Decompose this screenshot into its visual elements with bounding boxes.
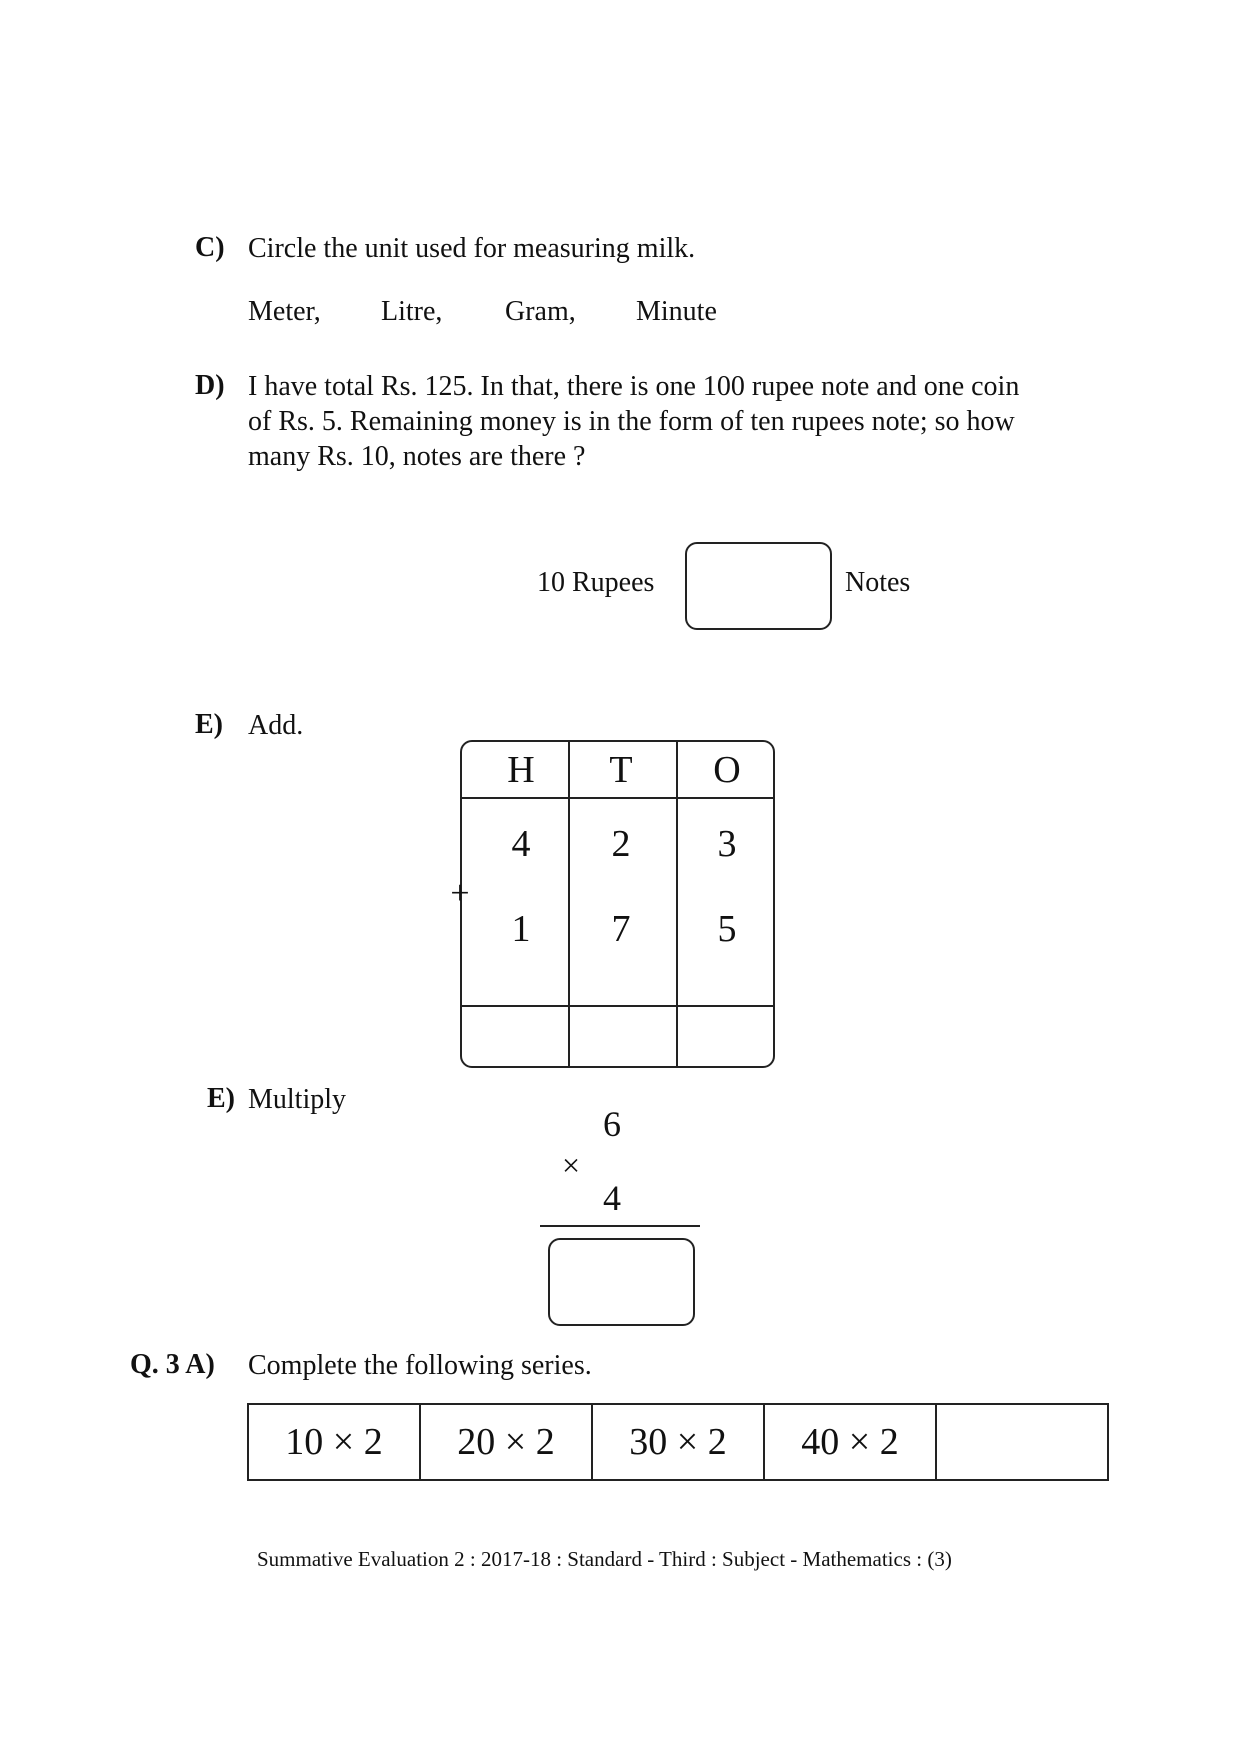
question-e-add-text: Add. [248,710,304,741]
multiply-rule-line [540,1225,700,1227]
answer-prefix: 10 Rupees [537,567,655,598]
row2-ones: 5 [717,908,737,950]
table-divider [462,797,773,799]
row2-tens: 7 [611,908,631,950]
multiplicand: 6 [603,1104,621,1144]
question-d-label: D) [195,370,225,401]
multiplier: 4 [603,1178,621,1218]
product-answer-box[interactable] [548,1238,695,1326]
question-e-add-label: E) [195,709,223,740]
row1-tens: 2 [611,823,631,865]
question-3a-text: Complete the following series. [248,1350,592,1381]
multiply-sign: × [562,1147,581,1183]
question-d-line-2: of Rs. 5. Remaining money is in the form of ten rupees note; so how [248,406,1015,437]
row2-hundreds: 1 [511,908,531,950]
question-d-line-3: many Rs. 10, notes are there ? [248,441,586,472]
row1-hundreds: 4 [511,823,531,865]
series-answer-cell[interactable] [937,1405,1107,1479]
header-ones: O [713,749,741,791]
question-c-label: C) [195,232,225,263]
question-e-multiply-label: E) [207,1083,235,1114]
option-minute[interactable]: Minute [636,296,717,327]
series-cell-3: 30 × 2 [593,1405,765,1479]
header-tens: T [609,749,633,791]
question-c-text: Circle the unit used for measuring milk. [248,233,696,264]
notes-answer-box[interactable] [685,542,832,630]
hto-addition-table [450,740,775,1068]
option-meter[interactable]: Meter, [248,296,321,327]
header-hundreds: H [507,749,535,791]
option-gram[interactable]: Gram, [505,296,576,327]
row1-ones: 3 [717,823,737,865]
question-e-multiply-text: Multiply [248,1084,347,1115]
answer-cell-ones[interactable] [678,1007,775,1067]
question-3a-label: Q. 3 A) [130,1349,215,1380]
series-table [247,1403,1109,1481]
page-footer: Summative Evaluation 2 : 2017-18 : Standard - Third : Subject - Mathematics : (3) [257,1547,952,1571]
answer-cell-tens[interactable] [570,1007,676,1067]
series-cell-2: 20 × 2 [421,1405,593,1479]
option-litre[interactable]: Litre, [381,296,443,327]
question-d-line-1: I have total Rs. 125. In that, there is one 100 rupee note and one coin [248,371,1020,402]
plus-sign: + [450,875,470,912]
series-cell-4: 40 × 2 [765,1405,937,1479]
series-cell-1: 10 × 2 [249,1405,421,1479]
answer-suffix: Notes [845,567,911,598]
answer-cell-hundreds[interactable] [462,1007,568,1067]
